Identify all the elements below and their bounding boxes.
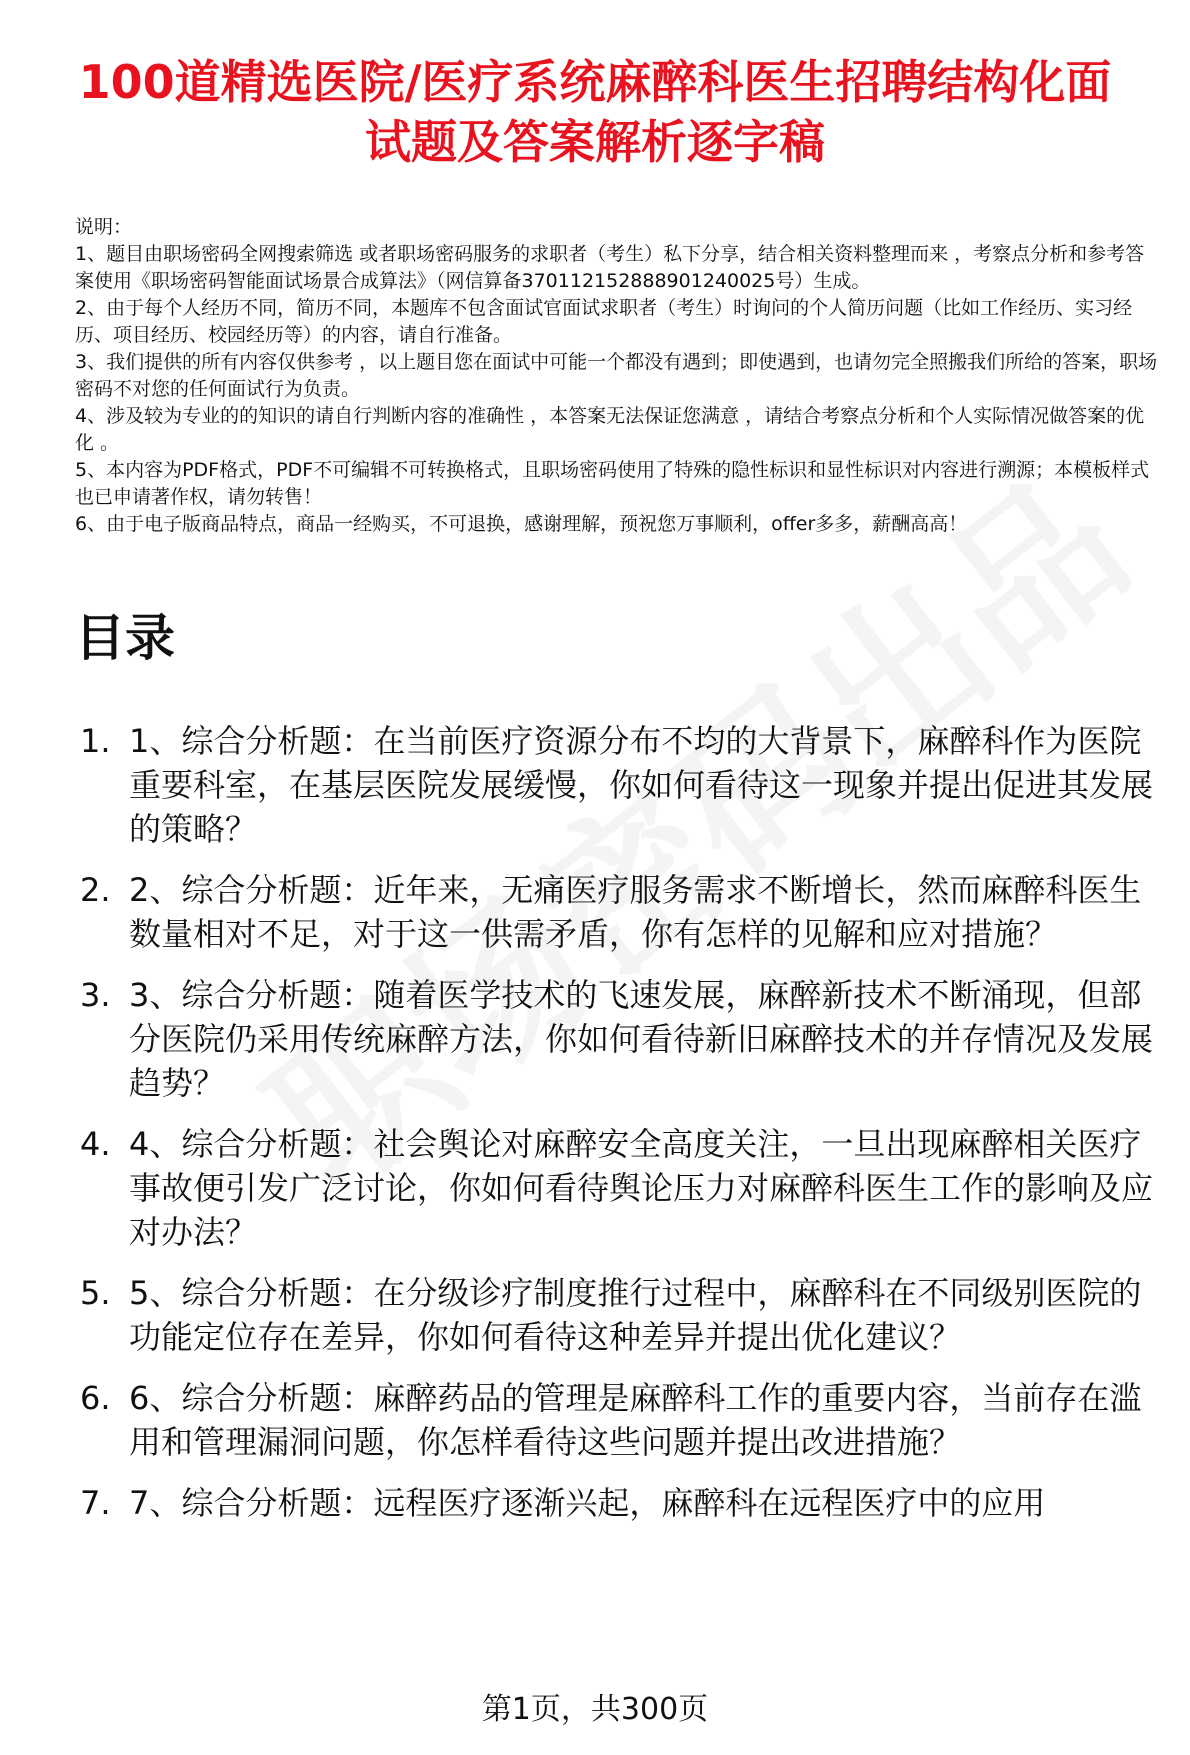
toc-item[interactable]	[75, 1481, 1165, 1525]
toc-item-text[interactable]: 4、综合分析题：社会舆论对麻醉安全高度关注，一旦出现麻醉相关医疗事故便引发广泛讨论，你如何看待舆论压力对麻醉科医生工作的影响及应对办法？	[129, 1125, 1154, 1251]
document-title: 100道精选医院/医疗系统麻醉科医生招聘结构化面试题及答案解析逐字稿	[78, 55, 1112, 169]
note-item: 1、题目由职场密码全网搜索筛选 或者职场密码服务的求职者（考生）私下分享，结合相关资料整理而来 ，考察点分析和参考答案使用《职场密码智能面试场景合成算法》（网信算备370112152888901240025号）生成。	[75, 243, 1145, 292]
toc-item[interactable]	[75, 868, 1165, 956]
toc-item-number: 2.	[80, 871, 111, 909]
toc-item-number: 3.	[80, 976, 111, 1014]
notes-heading: 说明：	[75, 216, 133, 238]
toc-item-text[interactable]: 2、综合分析题：近年来，无痛医疗服务需求不断增长，然而麻醉科医生数量相对不足，对于这一供需矛盾，你有怎样的见解和应对措施？	[129, 871, 1142, 953]
toc-item-number: 7.	[80, 1484, 111, 1522]
note-item: 3、我们提供的所有内容仅供参考 ，以上题目您在面试中可能一个都没有遇到；即使遇到，也请勿完全照搬我们所给的答案，职场密码不对您的任何面试行为负责。	[75, 351, 1158, 400]
toc-item-number: 4.	[80, 1125, 111, 1163]
page-footer: 第1页，共300页	[481, 1692, 709, 1727]
toc-item-text[interactable]: 3、综合分析题：随着医学技术的飞速发展，麻醉新技术不断涌现，但部分医院仍采用传统麻醉方法，你如何看待新旧麻醉技术的并存情况及发展趋势？	[129, 976, 1154, 1102]
notes-section	[75, 214, 1160, 538]
toc-item-text[interactable]: 5、综合分析题：在分级诊疗制度推行过程中，麻醉科在不同级别医院的功能定位存在差异，你如何看待这种差异并提出优化建议？	[129, 1274, 1142, 1356]
toc-item[interactable]	[75, 1122, 1165, 1254]
toc-item[interactable]	[75, 973, 1165, 1105]
toc-item-number: 6.	[80, 1379, 111, 1417]
note-item: 5、本内容为PDF格式，PDF不可编辑不可转换格式，且职场密码使用了特殊的隐性标识和显性标识对内容进行溯源；本模板样式也已申请著作权，请勿转售！	[75, 459, 1150, 508]
toc-item-number: 5.	[80, 1274, 111, 1312]
toc-heading: 目录	[75, 609, 175, 667]
note-item: 6、由于电子版商品特点，商品一经购买，不可退换，感谢理解，预祝您万事顺利，offer多多，薪酬高高！	[75, 513, 968, 535]
toc-item[interactable]	[75, 719, 1165, 851]
toc-item[interactable]	[75, 1376, 1165, 1464]
toc-item[interactable]	[75, 1271, 1165, 1359]
toc-item-text[interactable]: 6、综合分析题：麻醉药品的管理是麻醉科工作的重要内容，当前存在滥用和管理漏洞问题，你怎样看待这些问题并提出改进措施？	[129, 1379, 1142, 1461]
note-item: 2、由于每个人经历不同，简历不同，本题库不包含面试官面试求职者（考生）时询问的个人简历问题（比如工作经历、实习经历、项目经历、校园经历等）的内容，请自行准备。	[75, 297, 1133, 346]
toc-item-number: 1.	[80, 722, 111, 760]
note-item: 4、涉及较为专业的的知识的请自行判断内容的准确性 ，本答案无法保证您满意 ，请结合考察点分析和个人实际情况做答案的优化 。	[75, 405, 1145, 454]
toc-list	[75, 719, 1165, 1542]
toc-item-text[interactable]: 7、综合分析题：远程医疗逐渐兴起，麻醉科在远程医疗中的应用	[129, 1484, 1046, 1522]
toc-item-text[interactable]: 1、综合分析题：在当前医疗资源分布不均的大背景下，麻醉科作为医院重要科室，在基层医院发展缓慢，你如何看待这一现象并提出促进其发展的策略？	[129, 722, 1154, 848]
